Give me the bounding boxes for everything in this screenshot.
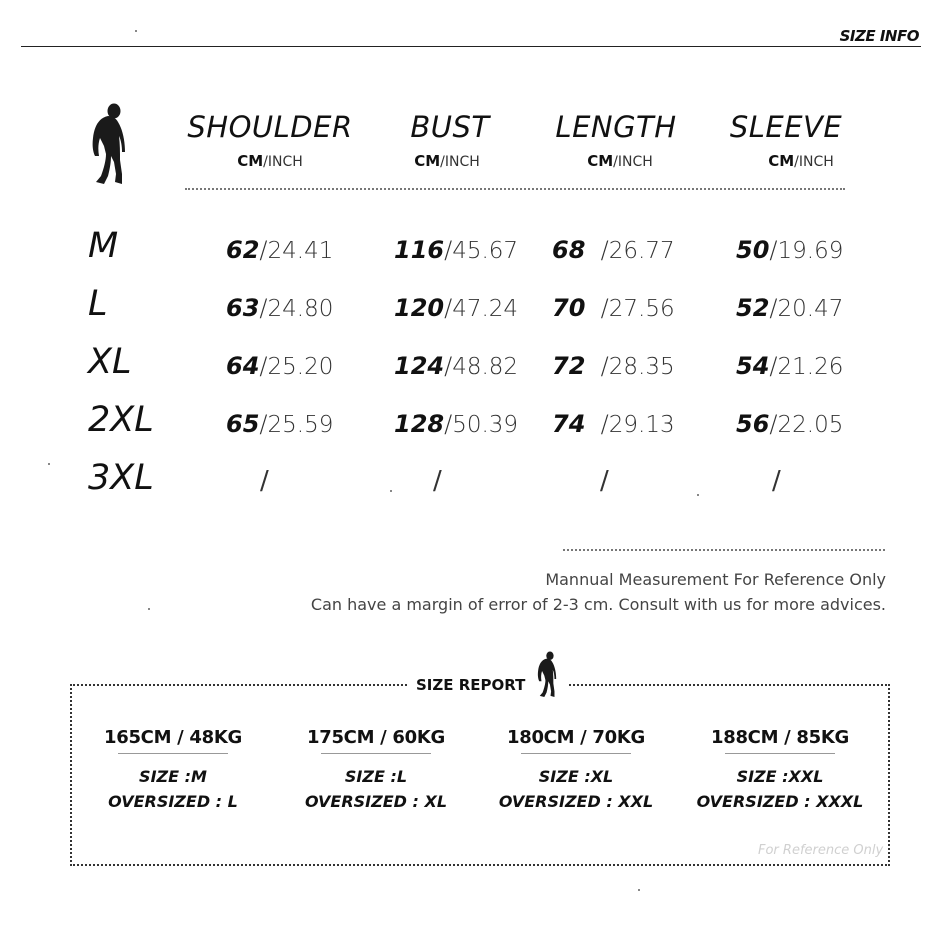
value-inch: 27.56 xyxy=(608,296,675,322)
oversized-size: OVERSIZED : XL xyxy=(304,792,448,811)
table-cell-length: 70 /27.56 xyxy=(552,294,675,322)
table-cell-empty: / xyxy=(433,466,442,496)
measurement-note: Mannual Measurement For Reference Only xyxy=(545,570,886,589)
table-cell-empty: / xyxy=(600,466,609,496)
header-divider xyxy=(21,46,921,47)
value-cm: 63 xyxy=(226,294,260,322)
height-weight: 188CM / 85KG xyxy=(711,727,849,748)
oversized-size: OVERSIZED : XXL xyxy=(498,792,654,811)
size-label: L xyxy=(88,284,108,324)
reference-footnote: For Reference Only xyxy=(758,843,884,858)
value-cm: 120 xyxy=(394,294,445,322)
value-inch: 25.20 xyxy=(267,354,334,380)
value-inch: 22.05 xyxy=(777,412,844,438)
unit-label xyxy=(520,152,720,170)
table-cell-empty: / xyxy=(772,466,781,496)
table-cell-sleeve: 52/20.47 xyxy=(736,294,844,322)
page-title: SIZE INFO xyxy=(839,27,919,45)
size-label: M xyxy=(88,226,119,266)
table-cell-bust: 120/47.24 xyxy=(394,294,519,322)
value-inch: 19.69 xyxy=(777,238,844,264)
oversized-size: OVERSIZED : XXXL xyxy=(696,792,864,811)
value-inch: 45.67 xyxy=(452,238,519,264)
unit-label xyxy=(170,152,370,170)
value-cm: 116 xyxy=(394,236,445,264)
size-label: 2XL xyxy=(88,400,154,440)
value-inch: 20.47 xyxy=(777,296,844,322)
value-inch: 25.59 xyxy=(267,412,334,438)
table-cell-shoulder: 65/25.59 xyxy=(226,410,334,438)
value-cm: 70 xyxy=(552,294,586,322)
header-dotted-divider xyxy=(185,188,845,190)
size-report-entry xyxy=(481,727,671,814)
unit-inch: /INCH xyxy=(613,154,653,170)
recommended-size: SIZE :XXL xyxy=(736,767,824,786)
value-cm: 72 xyxy=(552,352,586,380)
unit-cm: CM xyxy=(237,152,264,170)
oversized-size: OVERSIZED : L xyxy=(108,792,238,811)
entry-divider xyxy=(321,753,431,754)
size-report-header xyxy=(408,640,567,700)
note-dotted-divider xyxy=(563,549,885,551)
value-cm: 65 xyxy=(226,410,260,438)
value-cm: 128 xyxy=(394,410,445,438)
table-cell-bust: 124/48.82 xyxy=(394,352,519,380)
table-cell-bust: 128/50.39 xyxy=(394,410,519,438)
column-header-shoulder: SHOULDER xyxy=(187,110,353,144)
unit-cm: CM xyxy=(587,152,614,170)
unit-cm: CM xyxy=(768,152,795,170)
table-cell-sleeve: 54/21.26 xyxy=(736,352,844,380)
entry-divider xyxy=(118,753,228,754)
value-cm: 74 xyxy=(552,410,586,438)
value-inch: 26.77 xyxy=(608,238,675,264)
value-inch: 24.80 xyxy=(267,296,334,322)
unit-cm: CM xyxy=(414,152,441,170)
value-cm: 68 xyxy=(552,236,586,264)
table-cell-length: 72 /28.35 xyxy=(552,352,675,380)
value-inch: 47.24 xyxy=(452,296,519,322)
size-report-entry xyxy=(281,727,471,814)
walking-ape-figure-icon xyxy=(84,102,130,188)
size-report-entry xyxy=(78,727,268,814)
size-report-title: SIZE REPORT xyxy=(416,676,526,694)
table-cell-length: 68 /26.77 xyxy=(552,236,675,264)
decorative-speck xyxy=(697,494,699,496)
value-cm: 52 xyxy=(736,294,770,322)
value-cm: 54 xyxy=(736,352,770,380)
value-cm: 56 xyxy=(736,410,770,438)
table-cell-sleeve: 50/19.69 xyxy=(736,236,844,264)
unit-inch: /INCH xyxy=(440,154,480,170)
height-weight: 180CM / 70KG xyxy=(507,727,645,748)
size-label: 3XL xyxy=(88,458,154,498)
column-header-sleeve: SLEEVE xyxy=(729,110,843,144)
recommended-size: SIZE :L xyxy=(344,767,408,786)
error-margin-note: Can have a margin of error of 2-3 cm. Consult with us for more advices. xyxy=(310,595,886,614)
height-weight: 165CM / 48KG xyxy=(104,727,242,748)
table-cell-sleeve: 56/22.05 xyxy=(736,410,844,438)
table-cell-length: 74 /29.13 xyxy=(552,410,675,438)
decorative-speck xyxy=(638,889,640,891)
table-cell-shoulder: 62/24.41 xyxy=(226,236,334,264)
table-cell-empty: / xyxy=(260,466,269,496)
height-weight: 175CM / 60KG xyxy=(307,727,445,748)
value-inch: 21.26 xyxy=(777,354,844,380)
value-inch: 29.13 xyxy=(608,412,675,438)
recommended-size: SIZE :XL xyxy=(538,767,614,786)
unit-inch: /INCH xyxy=(263,154,303,170)
entry-divider xyxy=(725,753,835,754)
value-inch: 50.39 xyxy=(452,412,519,438)
value-inch: 24.41 xyxy=(267,238,334,264)
value-cm: 124 xyxy=(394,352,445,380)
decorative-speck xyxy=(390,490,392,492)
walking-ape-figure-icon xyxy=(533,650,559,700)
unit-label xyxy=(701,152,901,170)
unit-inch: /INCH xyxy=(794,154,834,170)
entry-divider xyxy=(521,753,631,754)
value-cm: 64 xyxy=(226,352,260,380)
table-cell-shoulder: 64/25.20 xyxy=(226,352,334,380)
size-label: XL xyxy=(88,342,132,382)
value-cm: 62 xyxy=(226,236,260,264)
value-cm: 50 xyxy=(736,236,770,264)
column-header-bust: BUST xyxy=(410,110,490,144)
decorative-speck xyxy=(135,30,137,32)
size-report-entry xyxy=(685,727,875,814)
value-inch: 48.82 xyxy=(452,354,519,380)
column-header-length: LENGTH xyxy=(555,110,677,144)
decorative-speck xyxy=(148,608,150,610)
table-cell-bust: 116/45.67 xyxy=(394,236,519,264)
decorative-speck xyxy=(48,463,50,465)
recommended-size: SIZE :M xyxy=(139,767,207,786)
unit-label xyxy=(347,152,547,170)
value-inch: 28.35 xyxy=(608,354,675,380)
table-cell-shoulder: 63/24.80 xyxy=(226,294,334,322)
